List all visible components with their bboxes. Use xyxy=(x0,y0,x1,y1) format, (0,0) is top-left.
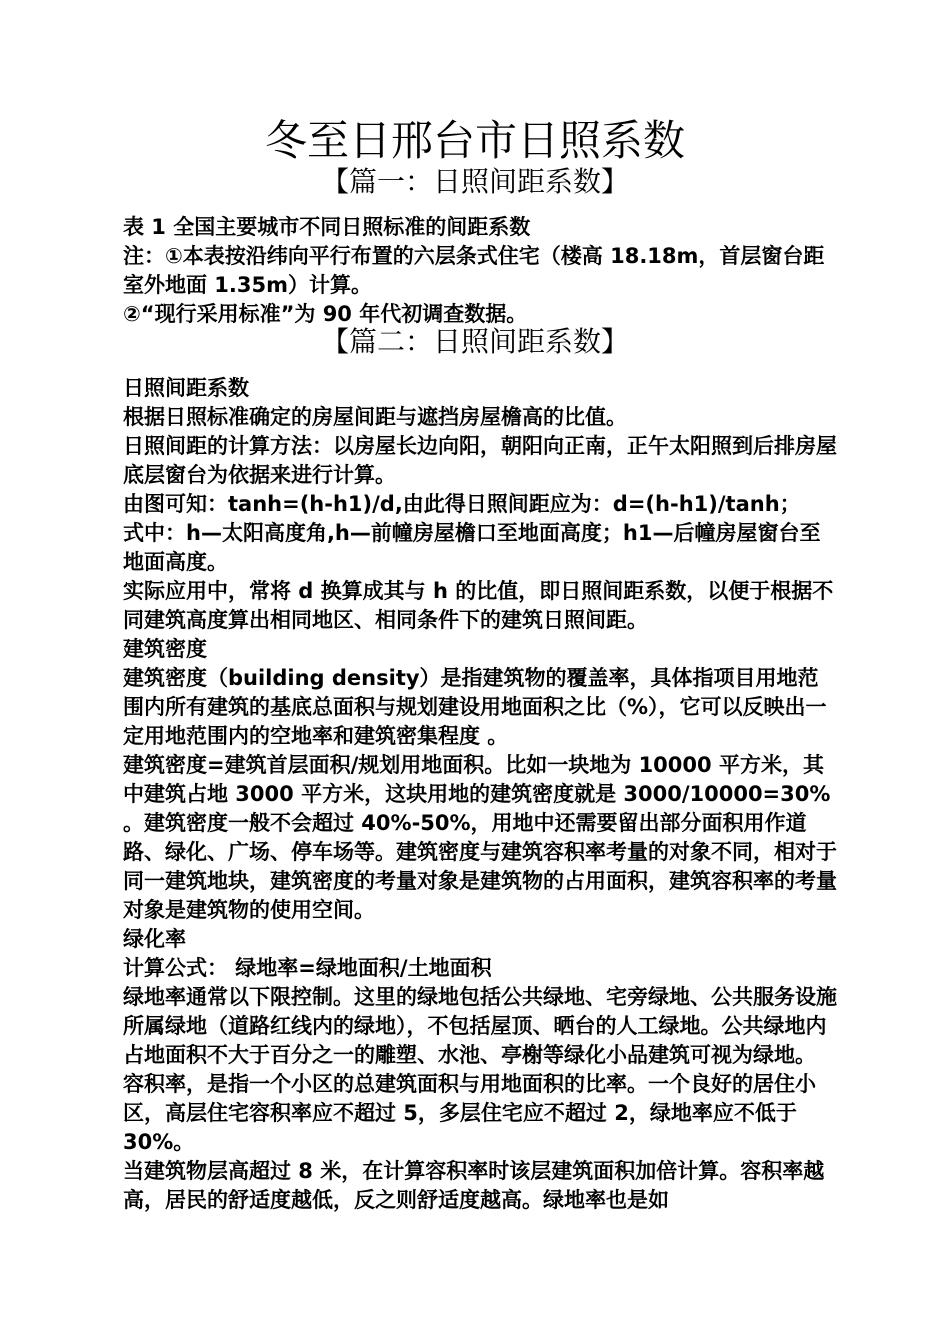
section2-body xyxy=(117,374,837,1215)
paragraph-green-formula: 计算公式： 绿地率=绿地面积/土地面积 xyxy=(123,956,492,980)
table-caption: 表 1 全国主要城市不同日照标准的间距系数 xyxy=(123,215,531,239)
paragraph-green-definition: 绿地率通常以下限控制。这里的绿地包括公共绿地、宅旁绿地、公共服务设施所属绿地（道路红线内的绿地），不包括屋顶、晒台的人工绿地。公共绿地内占地面积不大于百分之一的雕塑、水池、亭榭等绿化小品建筑可视为绿地。 xyxy=(123,985,837,1067)
paragraph-density-definition: 建筑密度（building density）是指建筑物的覆盖率，具体指项目用地范围内所有建筑的基底总面积与规划建设用地面积之比（%），它可以反映出一定用地范围内的空地率和建筑密集程度 。 xyxy=(123,666,827,748)
section1-body xyxy=(117,213,837,329)
paragraph-formula: 由图可知：tanh=(h-h1)/d,由此得日照间距应为：d=(h-h1)/tanh； xyxy=(123,492,801,516)
subheading-building-density: 建筑密度 xyxy=(123,637,207,661)
document-title: 冬至日邢台市日照系数 xyxy=(264,116,685,165)
section-heading-1: 【篇一：日照间距系数】 xyxy=(320,165,629,198)
note-2: ②“现行采用标准”为 90 年代初调查数据。 xyxy=(123,302,528,326)
paragraph-density-example: 建筑密度=建筑首层面积/规划用地面积。比如一块地为 10000 平方米，其中建筑占地 3000 平方米，这块用地的建筑密度就是 3000/10000=30% 。建筑密度一般不会超过 40%-50%，用地中还需要留出部分面积用作道路、绿化、广场、停车场等。建筑密度与建筑容积率考量的对象不同，相对于同一建筑地块，建筑密度的考量对象是建筑物的占用面积，建筑容积率的考量对象是建筑物的使用空间。 xyxy=(123,753,837,922)
paragraph-definition: 根据日照标准确定的房屋间距与遮挡房屋檐高的比值。 xyxy=(123,405,627,429)
paragraph-application: 实际应用中，常将 d 换算成其与 h 的比值，即日照间距系数，以便于根据不同建筑高度算出相同地区、相同条件下的建筑日照间距。 xyxy=(123,579,834,632)
paragraph-floor-height: 当建筑物层高超过 8 米，在计算容积率时该层建筑面积加倍计算。容积率越高，居民的舒适度越低，反之则舒适度越高。绿地率也是如 xyxy=(123,1159,825,1212)
paragraph-formula-terms: 式中：h—太阳高度角,h—前幢房屋檐口至地面高度；h1—后幢房屋窗台至地面高度。 xyxy=(123,521,821,574)
section-heading-2: 【篇二：日照间距系数】 xyxy=(320,325,629,358)
subheading-sunlight-coefficient: 日照间距系数 xyxy=(123,376,249,400)
note-1: 注：①本表按沿纬向平行布置的六层条式住宅（楼高 18.18m，首层窗台距室外地面 1.35m）计算。 xyxy=(123,244,825,297)
subheading-green-ratio: 绿化率 xyxy=(123,927,186,951)
paragraph-plot-ratio: 容积率，是指一个小区的总建筑面积与用地面积的比率。一个良好的居住小区，高层住宅容积率应不超过 5，多层住宅应不超过 2，绿地率应不低于 30%。 xyxy=(123,1072,816,1154)
paragraph-calculation-method: 日照间距的计算方法：以房屋长边向阳，朝阳向正南，正午太阳照到后排房屋底层窗台为依据来进行计算。 xyxy=(123,434,837,487)
